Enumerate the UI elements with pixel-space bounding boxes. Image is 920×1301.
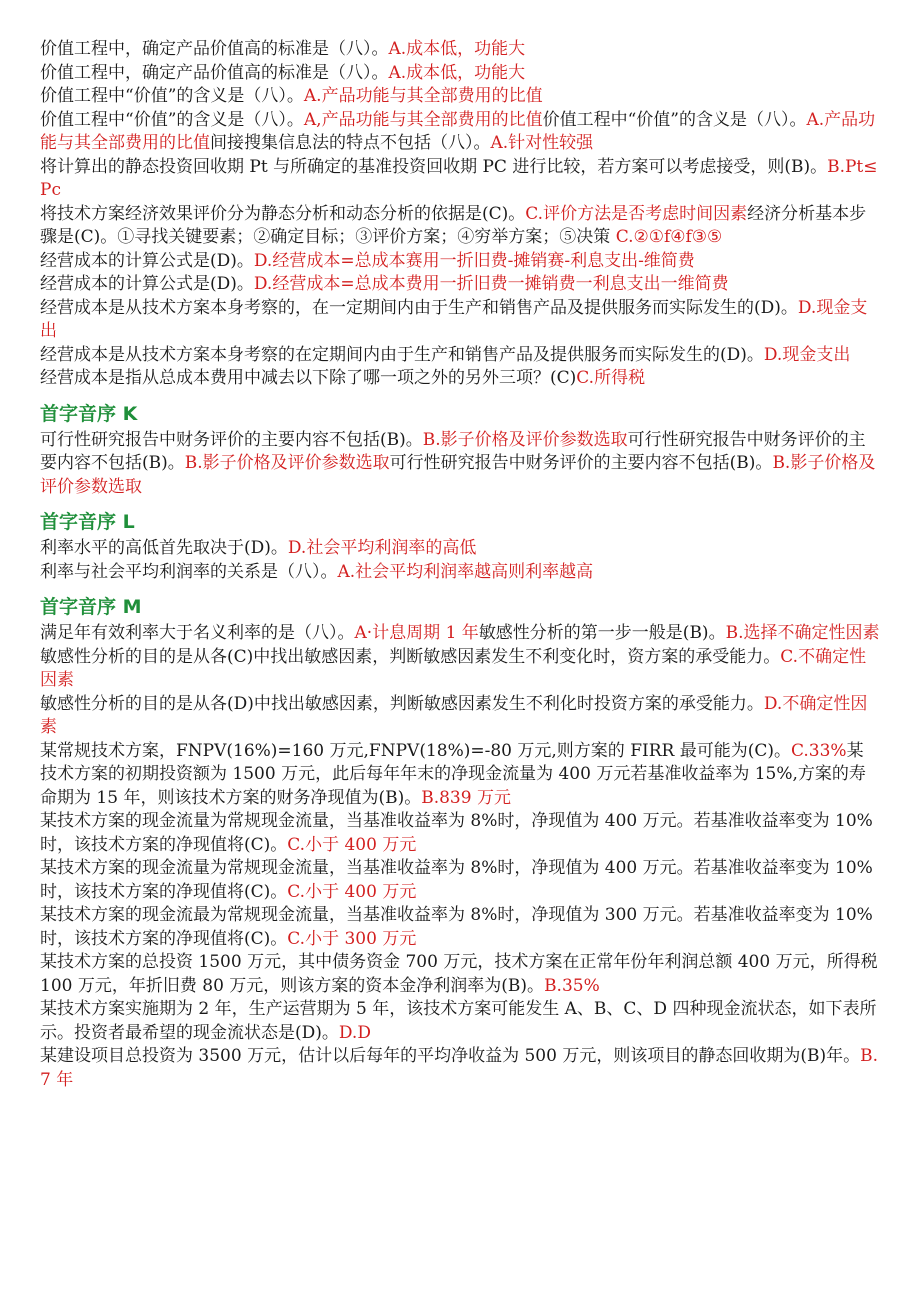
question-text: 经营成本是从技术方案本身考察的，在一定期间内由于生产和销售产品及提供服务而实际发生的(D)。 — [40, 297, 798, 318]
question-paragraph — [40, 250, 880, 274]
question-text: 可行性研究报告中财务评价的主要内容不包括(B)。 — [389, 453, 773, 473]
question-text: 将技术方案经济效果评价分为静态分析和动态分析的依据是(C)。 — [40, 203, 526, 224]
question-paragraph — [40, 998, 880, 1045]
answer-text: B.影子价格及评价参数选取 — [40, 453, 876, 497]
question-text: 某技术方案实施期为 2 年，生产运营期为 5 年，该技术方案可能发生 A、B、C、D 四种现金流状态，如下表所示。投资者最希望的现金流状态是(D)。 — [40, 999, 877, 1043]
question-text: 经营成本的计算公式是(D)。 — [40, 250, 254, 271]
question-paragraph — [40, 693, 880, 740]
question-text: 敏感性分析的目的是从各(C)中找出敏感因素，判断敏感因素发生不利变化时，资方案的承受能力。 — [40, 646, 781, 667]
question-paragraph — [40, 297, 880, 344]
question-text: 经营成本是指从总成本费用中减去以下除了哪一项之外的另外三项？(C) — [40, 368, 577, 388]
answer-text: B.7 年 — [40, 1046, 878, 1090]
question-text: 可行性研究报告中财务评价的主要内容不包括(B)。 — [40, 429, 866, 473]
answer-text: B.影子价格及评价参数选取 — [184, 453, 390, 473]
question-text: 价值工程中“价值”的含义是（八）。 — [40, 109, 304, 130]
question-paragraph — [40, 273, 880, 297]
question-text: 间接搜集信息法的特点不包括（八）。 — [210, 133, 491, 153]
question-paragraph — [40, 740, 880, 811]
question-text: 价值工程中，确定产品价值高的标准是（八）。 — [40, 39, 389, 59]
answer-text: A.成本低，功能大 — [388, 62, 526, 83]
question-text: 某技术方案的现金流最为常规现金流量，当基准收益率为 8%时，净现值为 300 万元。若基准收益率变为 10%时，该技术方案的净现值将(C)。 — [40, 905, 873, 949]
question-text: 经营成本的计算公式是(D)。 — [40, 274, 254, 294]
question-paragraph — [40, 62, 880, 86]
answer-text: B.839 万元 — [421, 787, 511, 808]
question-text: 敏感性分析的第一步一般是(B)。 — [478, 623, 726, 643]
answer-text: C.小于 400 万元 — [287, 834, 417, 855]
question-text: 经济分析基本步骤是(C)。①寻找关键要素；②确定目标；③评价方案；④穷举方案；⑤决策 — [40, 203, 867, 247]
question-text: 利率水平的高低首先取决于(D)。 — [40, 538, 288, 558]
question-paragraph — [40, 857, 880, 904]
answer-text: C.评价方法是否考虑时间因素 — [525, 203, 748, 224]
answer-text: B.Pt≤Pc — [40, 156, 878, 200]
question-paragraph — [40, 1045, 880, 1092]
question-text: 某技术方案的现金流量为常规现金流量，当基准收益率为 8%时，净现值为 400 万元。若基准收益率变为 10%时，该技术方案的净现值将(C)。 — [40, 858, 873, 902]
answer-text: D.社会平均利润率的高低 — [287, 538, 477, 558]
answer-text: D.现金支出 — [763, 344, 851, 365]
answer-text: D.不确定性因素 — [40, 693, 868, 737]
question-text: 满足年有效利率大于名义利率的是（八）。 — [40, 623, 355, 643]
question-paragraph — [40, 38, 880, 62]
question-paragraph — [40, 85, 880, 109]
question-paragraph — [40, 561, 880, 585]
answer-text: A.成本低，功能大 — [388, 39, 526, 59]
answer-text: C.33% — [791, 740, 847, 761]
answer-text: C.不确定性因素 — [40, 646, 867, 690]
answer-text: C.所得税 — [576, 368, 646, 388]
answer-text: A,产品功能与其全部费用的比值 — [303, 109, 543, 130]
question-text: 某常规技术方案，FNPV(16%)=160 万元,FNPV(18%)=-80 万元,则方案的 FIRR 最可能为(C)。 — [40, 740, 791, 761]
question-text: 某建设项目总投资为 3500 万元，估计以后每年的平均净收益为 500 万元，则该项目的静态回收期为(B)年。 — [40, 1046, 861, 1066]
question-paragraph — [40, 203, 880, 250]
answer-text: B.影子价格及评价参数选取 — [422, 429, 628, 450]
question-paragraph — [40, 429, 880, 500]
question-text: 敏感性分析的目的是从各(D)中找出敏感因素，判断敏感因素发生不利化时投资方案的承受能力。 — [40, 693, 764, 714]
answer-text: C.小于 400 万元 — [287, 881, 417, 902]
answer-text: A.产品功能与其全部费用的比值 — [303, 86, 543, 106]
answer-text: A.产品功能与其全部费用的比值 — [40, 109, 876, 153]
answer-text: B.选择不确定性因素 — [725, 623, 880, 643]
question-text: 价值工程中，确定产品价值高的标准是（八）。 — [40, 62, 389, 83]
question-text: 某技术方案的现金流量为常规现金流量，当基准收益率为 8%时，净现值为 400 万元。若基准收益率变为 10%时，该技术方案的净现值将(C)。 — [40, 811, 873, 855]
question-paragraph — [40, 810, 880, 857]
section-heading: 首字音序 M — [40, 596, 142, 618]
answer-text: C.小于 300 万元 — [287, 928, 417, 949]
question-paragraph — [40, 537, 880, 561]
answer-text: D.现金支出 — [40, 297, 868, 341]
section-heading: 首字音序 L — [40, 511, 135, 533]
question-text: 经营成本是从技术方案本身考察的在定期间内由于生产和销售产品及提供服务而实际发生的(D)。 — [40, 344, 764, 365]
answer-text: A·计息周期 1 年 — [354, 623, 479, 643]
question-paragraph — [40, 622, 880, 646]
question-paragraph — [40, 109, 880, 156]
answer-text: D.经营成本=总成本赛用一折旧费-摊销赛-利息支出-维简费 — [253, 250, 695, 271]
question-text: 某技术方案的初期投资额为 1500 万元，此后每年年末的净现金流量为 400 万元若基准收益率为 15%,方案的寿命期为 15 年，则该技术方案的财务净现值为(B)。 — [40, 740, 866, 808]
question-paragraph — [40, 156, 880, 203]
question-paragraph — [40, 646, 880, 693]
question-text: 可行性研究报告中财务评价的主要内容不包括(B)。 — [40, 429, 423, 450]
answer-text: A.社会平均利润率越高则利率越高 — [337, 561, 594, 582]
question-paragraph — [40, 344, 880, 368]
question-paragraph — [40, 904, 880, 951]
question-text: 价值工程中“价值”的含义是（八）。 — [542, 109, 807, 130]
question-text: 某技术方案的总投资 1500 万元，其中债务资金 700 万元，技术方案在正常年份年利润总额 400 万元，所得税 100 万元，年折旧费 80 万元，则该方案的资本金净利润率为(B)。 — [40, 952, 878, 996]
answer-text: D.D — [338, 1022, 371, 1043]
section-heading: 首字音序 K — [40, 402, 138, 425]
answer-text: A.针对性较强 — [490, 133, 594, 153]
question-paragraph — [40, 951, 880, 998]
question-text: 利率与社会平均利润率的关系是（八）。 — [40, 561, 338, 582]
answer-text: B.35% — [544, 975, 600, 996]
question-paragraph — [40, 367, 880, 391]
answer-text: C.②①f④f③⑤ — [615, 227, 723, 247]
answer-text: D.经营成本=总成本费用一折旧费一摊销费一利息支出一维简费 — [253, 274, 729, 294]
question-text: 价值工程中“价值”的含义是（八）。 — [40, 86, 304, 106]
question-text: 将计算出的静态投资回收期 Pt 与所确定的基准投资回收期 PC 进行比较，若方案可以考虑接受，则(B)。 — [40, 156, 828, 177]
